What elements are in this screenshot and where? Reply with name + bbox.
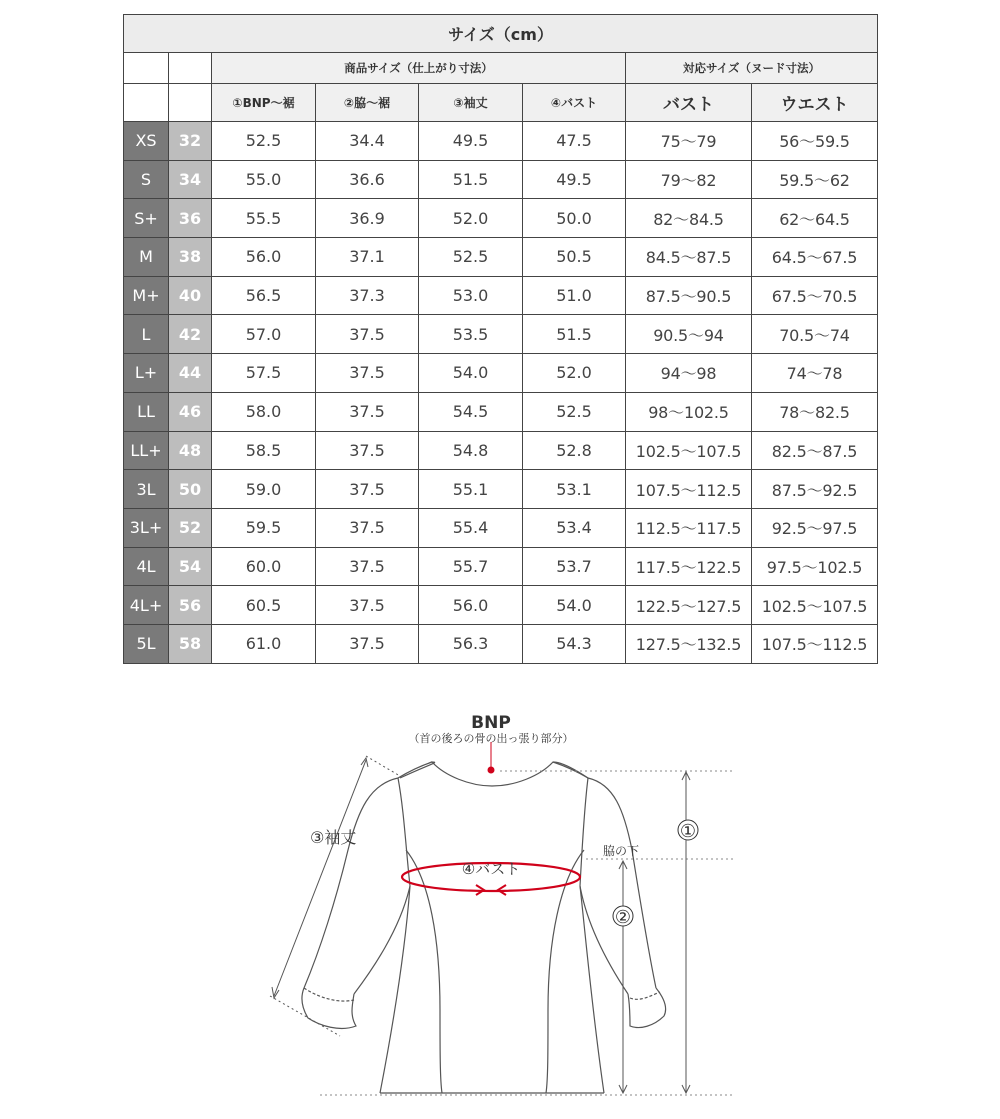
table-row	[124, 199, 878, 238]
size-number: 34	[169, 160, 212, 199]
cell-sode: 53.0	[419, 276, 523, 315]
cell-waist: 92.5～97.5	[752, 508, 878, 547]
cell-bust4: 54.3	[523, 624, 626, 663]
cell-bust4: 51.5	[523, 315, 626, 354]
cell-sode: 49.5	[419, 122, 523, 161]
bnp-title: BNP	[471, 713, 511, 733]
size-label: 3L+	[124, 508, 169, 547]
cell-bnp: 56.0	[212, 238, 316, 277]
cell-bnp: 60.0	[212, 547, 316, 586]
cell-sode: 55.7	[419, 547, 523, 586]
cell-sode: 51.5	[419, 160, 523, 199]
cell-bust4: 50.5	[523, 238, 626, 277]
cell-waist: 62～64.5	[752, 199, 878, 238]
cell-bust: 87.5～90.5	[626, 276, 752, 315]
sleeve-arrow	[270, 756, 400, 1036]
cell-sode: 54.0	[419, 354, 523, 393]
garment-diagram	[0, 680, 1000, 1119]
size-label: M	[124, 238, 169, 277]
table-row	[124, 431, 878, 470]
table-row	[124, 122, 878, 161]
table-row	[124, 586, 878, 625]
size-label: L	[124, 315, 169, 354]
cell-bust4: 53.4	[523, 508, 626, 547]
cell-sode: 52.0	[419, 199, 523, 238]
cell-sode: 55.4	[419, 508, 523, 547]
cell-waki: 36.6	[316, 160, 419, 199]
cell-bust4: 47.5	[523, 122, 626, 161]
blank-cell	[169, 53, 212, 84]
cell-bnp: 59.0	[212, 470, 316, 509]
group-header-product: 商品サイズ（仕上がり寸法）	[212, 53, 626, 84]
cell-bust4: 53.7	[523, 547, 626, 586]
size-number: 40	[169, 276, 212, 315]
cell-bust4: 54.0	[523, 586, 626, 625]
cell-bust: 112.5～117.5	[626, 508, 752, 547]
cell-bust: 90.5～94	[626, 315, 752, 354]
cell-waki: 34.4	[316, 122, 419, 161]
table-row	[124, 470, 878, 509]
cell-waki: 36.9	[316, 199, 419, 238]
cell-sode: 56.0	[419, 586, 523, 625]
size-label: S+	[124, 199, 169, 238]
cell-waki: 37.3	[316, 276, 419, 315]
cell-sode: 54.5	[419, 392, 523, 431]
cell-waki: 37.1	[316, 238, 419, 277]
cell-waki: 37.5	[316, 508, 419, 547]
cell-sode: 53.5	[419, 315, 523, 354]
table-row	[124, 315, 878, 354]
table-row	[124, 508, 878, 547]
cell-bust: 82～84.5	[626, 199, 752, 238]
cell-bnp: 57.0	[212, 315, 316, 354]
size-label: M+	[124, 276, 169, 315]
cell-waist: 70.5～74	[752, 315, 878, 354]
cell-bust: 117.5～122.5	[626, 547, 752, 586]
size-number: 46	[169, 392, 212, 431]
cell-waist: 87.5～92.5	[752, 470, 878, 509]
table-row	[124, 160, 878, 199]
size-label: 5L	[124, 624, 169, 663]
cell-waist: 107.5～112.5	[752, 624, 878, 663]
size-label: S	[124, 160, 169, 199]
size-label: 3L	[124, 470, 169, 509]
cell-bust4: 51.0	[523, 276, 626, 315]
size-label: 4L	[124, 547, 169, 586]
blank-cell	[124, 53, 169, 84]
size-number: 32	[169, 122, 212, 161]
cell-waist: 67.5～70.5	[752, 276, 878, 315]
cell-bust: 127.5～132.5	[626, 624, 752, 663]
col-header-bnp: ①BNP～裾	[212, 84, 316, 122]
cell-bnp: 55.5	[212, 199, 316, 238]
cell-waist: 74～78	[752, 354, 878, 393]
blank-cell	[124, 84, 169, 122]
cell-bnp: 56.5	[212, 276, 316, 315]
cell-waist: 59.5～62	[752, 160, 878, 199]
cell-waist: 78～82.5	[752, 392, 878, 431]
bnp-note: （首の後ろの骨の出っ張り部分）	[408, 732, 574, 745]
cell-waist: 97.5～102.5	[752, 547, 878, 586]
size-number: 50	[169, 470, 212, 509]
size-number: 58	[169, 624, 212, 663]
cell-bust: 107.5～112.5	[626, 470, 752, 509]
col-header-waist: ウエスト	[752, 84, 878, 122]
measure-2-arrow	[619, 861, 627, 1093]
cell-sode: 56.3	[419, 624, 523, 663]
cell-sode: 55.1	[419, 470, 523, 509]
size-label: 4L+	[124, 586, 169, 625]
cell-bust4: 49.5	[523, 160, 626, 199]
garment-outline	[302, 762, 666, 1093]
cell-waki: 37.5	[316, 315, 419, 354]
size-number: 42	[169, 315, 212, 354]
cell-waki: 37.5	[316, 392, 419, 431]
size-table	[123, 14, 878, 664]
cell-bust: 122.5～127.5	[626, 586, 752, 625]
col-header-waki: ②脇～裾	[316, 84, 419, 122]
cell-bust: 98～102.5	[626, 392, 752, 431]
size-label: LL+	[124, 431, 169, 470]
table-row	[124, 624, 878, 663]
col-header-sode: ③袖丈	[419, 84, 523, 122]
cell-waki: 37.5	[316, 586, 419, 625]
table-row	[124, 276, 878, 315]
cell-sode: 52.5	[419, 238, 523, 277]
cell-bust: 84.5～87.5	[626, 238, 752, 277]
cell-bust4: 52.0	[523, 354, 626, 393]
cell-bnp: 60.5	[212, 586, 316, 625]
size-number: 44	[169, 354, 212, 393]
cell-bust4: 53.1	[523, 470, 626, 509]
cell-bnp: 58.5	[212, 431, 316, 470]
size-label: XS	[124, 122, 169, 161]
mark-1-label: ①	[679, 821, 697, 842]
sode-label: ③袖丈	[310, 828, 357, 847]
size-number: 36	[169, 199, 212, 238]
size-label: LL	[124, 392, 169, 431]
table-row	[124, 547, 878, 586]
cell-bnp: 57.5	[212, 354, 316, 393]
cell-waki: 37.5	[316, 547, 419, 586]
table-row	[124, 238, 878, 277]
size-number: 54	[169, 547, 212, 586]
cell-bust4: 52.8	[523, 431, 626, 470]
col-header-bust4: ④バスト	[523, 84, 626, 122]
cell-waki: 37.5	[316, 354, 419, 393]
table-row	[124, 392, 878, 431]
cell-bnp: 58.0	[212, 392, 316, 431]
cell-bnp: 61.0	[212, 624, 316, 663]
cell-bust: 94～98	[626, 354, 752, 393]
mark-2-label: ②	[614, 907, 632, 928]
cell-bust: 79～82	[626, 160, 752, 199]
cell-waist: 102.5～107.5	[752, 586, 878, 625]
cell-waki: 37.5	[316, 624, 419, 663]
group-header-body: 対応サイズ（ヌード寸法）	[626, 53, 878, 84]
cell-bnp: 52.5	[212, 122, 316, 161]
blank-cell	[169, 84, 212, 122]
cell-waki: 37.5	[316, 431, 419, 470]
cell-bnp: 59.5	[212, 508, 316, 547]
cell-sode: 54.8	[419, 431, 523, 470]
size-number: 38	[169, 238, 212, 277]
col-header-bust: バスト	[626, 84, 752, 122]
bust-label: ④バスト	[461, 860, 521, 878]
cell-waist: 64.5～67.5	[752, 238, 878, 277]
cell-waki: 37.5	[316, 470, 419, 509]
cell-waist: 82.5～87.5	[752, 431, 878, 470]
size-label: L+	[124, 354, 169, 393]
cell-bust4: 50.0	[523, 199, 626, 238]
cell-bust: 102.5～107.5	[626, 431, 752, 470]
size-number: 48	[169, 431, 212, 470]
cell-bnp: 55.0	[212, 160, 316, 199]
table-row	[124, 354, 878, 393]
size-number: 56	[169, 586, 212, 625]
size-number: 52	[169, 508, 212, 547]
waki-label: 脇の下	[603, 844, 640, 858]
table-title: サイズ（cm）	[124, 15, 878, 53]
cell-waist: 56～59.5	[752, 122, 878, 161]
cell-bust: 75～79	[626, 122, 752, 161]
cell-bust4: 52.5	[523, 392, 626, 431]
